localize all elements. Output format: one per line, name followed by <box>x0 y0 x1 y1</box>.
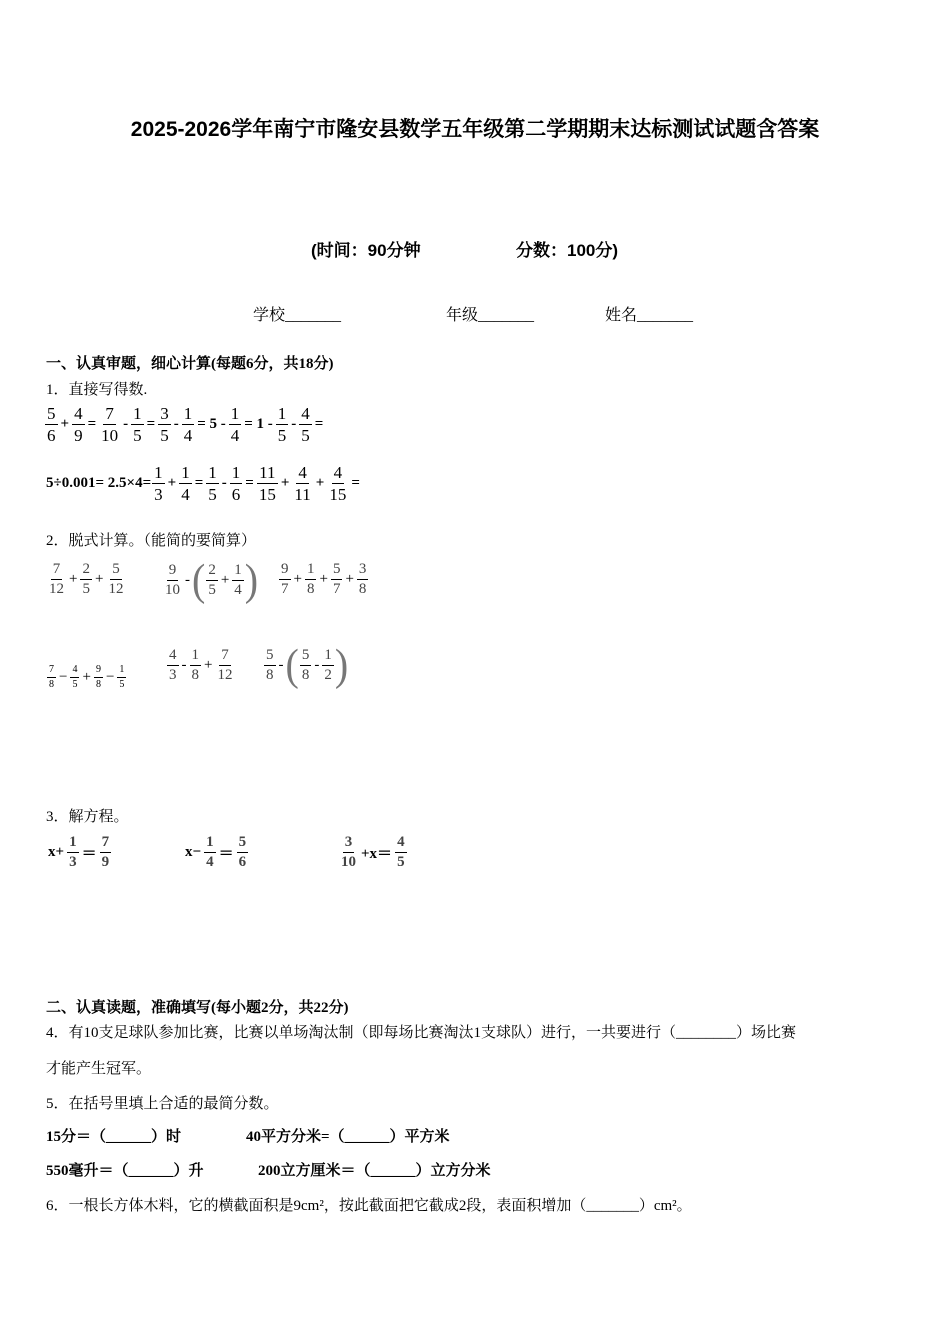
fraction <box>190 648 202 683</box>
math-operator: + <box>319 571 328 587</box>
fraction-denominator: 5 <box>208 485 217 504</box>
fraction <box>131 405 144 444</box>
fraction-denominator: 5 <box>72 679 78 690</box>
page-title: 2025-2026学年南宁市隆安县数学五年级第二学期期末达标测试试题含答案 <box>130 118 820 141</box>
fraction <box>80 562 92 597</box>
fraction-numerator: 5 <box>331 562 343 580</box>
math-operator: = <box>87 416 97 432</box>
fraction <box>167 648 179 683</box>
fraction-numerator: 1 <box>322 648 334 666</box>
fraction <box>152 464 165 503</box>
math-operator: + <box>280 475 290 491</box>
fraction-denominator: 5 <box>277 426 287 445</box>
fraction-numerator: 1 <box>208 463 217 482</box>
question-3-label: 3．解方程。 <box>46 809 129 825</box>
fraction-denominator: 3 <box>69 854 77 870</box>
fraction <box>158 405 171 444</box>
math-operator: - <box>185 571 190 588</box>
fraction <box>206 563 218 598</box>
fraction-numerator: 1 <box>117 665 126 678</box>
fraction-denominator: 5 <box>133 426 142 445</box>
fraction-numerator: 7 <box>47 665 56 678</box>
math-operator: ＝ <box>218 846 234 862</box>
fraction-numerator: 1 <box>232 563 244 581</box>
fraction <box>100 835 112 870</box>
parenthesis: ) <box>334 639 349 690</box>
fraction-numerator: 9 <box>94 665 103 678</box>
fraction-denominator: 12 <box>108 581 124 597</box>
math-operator: − <box>105 669 115 685</box>
fraction-denominator: 15 <box>258 485 276 504</box>
math-operator: + <box>345 571 354 587</box>
fraction-numerator: 1 <box>183 404 193 423</box>
fraction-denominator: 10 <box>101 426 119 445</box>
math-operator: − <box>59 669 68 685</box>
fraction <box>204 835 216 870</box>
fraction-denominator: 5 <box>208 581 216 598</box>
fraction-numerator: 3 <box>343 835 355 853</box>
fraction-numerator: 1 <box>204 835 216 853</box>
fraction <box>339 835 358 870</box>
fraction-numerator: 5 <box>110 562 122 580</box>
fraction <box>395 835 407 870</box>
fraction-denominator: 8 <box>49 679 54 690</box>
fraction-numerator: 1 <box>230 404 240 423</box>
fraction <box>237 835 249 870</box>
fraction-numerator: 1 <box>181 463 190 482</box>
fraction-denominator: 6 <box>47 426 56 445</box>
math-operator: + <box>69 571 78 587</box>
fraction-denominator: 10 <box>341 854 356 870</box>
fraction-denominator: 4 <box>234 581 242 598</box>
fraction-denominator: 2 <box>324 666 332 683</box>
fraction <box>117 665 126 690</box>
fraction-denominator: 5 <box>82 581 90 597</box>
q2-expr-6 <box>263 639 349 690</box>
fraction-numerator: 7 <box>100 835 112 853</box>
exam-time: (时间：90分钟 <box>311 241 421 260</box>
question-2-label: 2．脱式计算。（能简的要简算） <box>46 533 257 549</box>
q3-equation-3 <box>338 835 408 870</box>
fraction-numerator: 7 <box>105 404 114 423</box>
fraction-numerator: 4 <box>298 463 307 482</box>
q1-row1 <box>44 405 325 444</box>
q3-equation-2 <box>183 835 249 870</box>
fraction-numerator: 4 <box>167 648 179 666</box>
fraction-numerator: 3 <box>357 562 369 580</box>
fraction-denominator: 4 <box>183 426 193 445</box>
fraction <box>300 648 312 683</box>
math-operator: +x＝ <box>361 846 393 862</box>
fraction-denominator: 6 <box>238 854 247 870</box>
fraction-numerator: 5 <box>47 404 56 423</box>
fraction-denominator: 3 <box>169 667 177 683</box>
fraction-numerator: 7 <box>51 562 63 580</box>
fraction <box>299 405 312 444</box>
fraction-denominator: 8 <box>191 667 199 683</box>
math-operator: = <box>351 475 360 491</box>
fraction-denominator: 6 <box>231 485 241 504</box>
fraction <box>99 405 120 444</box>
math-operator: + <box>167 475 177 491</box>
fraction <box>279 562 291 597</box>
fraction-denominator: 9 <box>74 426 83 445</box>
fraction-denominator: 8 <box>301 666 310 683</box>
section-2-heading: 二、认真读题，准确填写(每小题2分，共22分) <box>46 1000 349 1016</box>
fraction-denominator: 4 <box>230 426 240 445</box>
fraction <box>215 648 234 683</box>
q2-expr-3 <box>278 562 369 597</box>
fraction-denominator: 12 <box>217 667 233 683</box>
fraction <box>264 648 276 683</box>
parenthesis: ) <box>244 554 259 605</box>
question-4-line-2: 才能产生冠军。 <box>46 1061 152 1077</box>
math-operator: = <box>314 416 324 432</box>
fraction-denominator: 5 <box>301 426 310 445</box>
q2-expr-2 <box>162 554 259 605</box>
fraction <box>163 563 182 598</box>
fraction <box>182 405 195 444</box>
math-operator: - <box>278 656 284 673</box>
fraction <box>229 405 242 444</box>
fraction-denominator: 8 <box>95 679 101 690</box>
fraction <box>45 405 58 444</box>
fraction-numerator: 3 <box>160 404 169 423</box>
math-operator: = 1 - <box>244 416 273 432</box>
math-operator: x+ <box>48 844 65 860</box>
fraction-numerator: 9 <box>279 562 291 580</box>
fraction <box>327 464 348 503</box>
math-operator: = <box>194 475 204 491</box>
fraction-denominator: 11 <box>294 485 311 504</box>
fraction <box>94 665 103 690</box>
q2-expr-1 <box>46 562 126 597</box>
fraction-denominator: 9 <box>101 854 110 870</box>
fraction-denominator: 3 <box>154 485 163 504</box>
school-field: 学校_______ <box>253 307 342 324</box>
fraction <box>292 464 312 503</box>
fraction-numerator: 5 <box>300 648 312 666</box>
math-operator: - <box>314 656 320 673</box>
math-operator: = <box>245 475 254 491</box>
fraction-numerator: 5 <box>237 835 249 853</box>
fraction-denominator: 8 <box>358 581 367 597</box>
math-operator: + <box>293 571 302 587</box>
fraction-numerator: 1 <box>277 404 287 423</box>
q5-item-b: 40平方分米=（______）平方米 <box>246 1129 450 1145</box>
fraction-denominator: 15 <box>329 485 347 504</box>
q1-row2-prefix: 5÷0.001= 2.5×4= <box>46 475 152 491</box>
fraction-numerator: 2 <box>206 563 218 581</box>
math-operator: + <box>94 571 104 587</box>
fraction-denominator: 10 <box>165 581 180 598</box>
math-operator: - <box>221 475 227 491</box>
fraction-numerator: 4 <box>301 404 310 423</box>
fraction-denominator: 5 <box>160 426 169 445</box>
math-operator: + <box>204 657 213 673</box>
fraction <box>67 835 79 870</box>
fraction <box>322 648 334 683</box>
math-operator: + <box>82 669 91 685</box>
fraction-numerator: 1 <box>231 463 241 482</box>
fraction <box>47 665 56 690</box>
fraction-denominator: 5 <box>397 854 405 870</box>
math-operator: - <box>181 657 187 673</box>
fraction <box>230 464 243 503</box>
name-field: 姓名_______ <box>605 307 694 324</box>
q5-item-c: 550毫升＝（______）升 <box>46 1163 204 1179</box>
exam-score: 分数：100分) <box>516 241 619 260</box>
fraction-numerator: 4 <box>74 404 83 423</box>
fraction-numerator: 4 <box>395 835 407 853</box>
parenthesis: ( <box>285 639 299 690</box>
grade-field: 年级_______ <box>446 307 535 324</box>
fraction-numerator: 4 <box>70 665 79 678</box>
fraction-numerator: 7 <box>219 648 231 666</box>
fraction <box>206 464 219 503</box>
fraction-denominator: 7 <box>332 581 341 597</box>
math-operator: ＝ <box>81 846 97 862</box>
q3-equation-1 <box>46 835 112 870</box>
fraction-numerator: 2 <box>80 562 92 580</box>
fraction <box>72 405 85 444</box>
fraction-denominator: 8 <box>266 666 274 683</box>
fraction-denominator: 7 <box>281 581 289 597</box>
question-4-line-1: 4．有10支足球队参加比赛，比赛以单场淘汰制（即每场比赛淘汰1支球队）进行，一共要进行（________）场比赛 <box>46 1025 797 1041</box>
q1-row2 <box>46 464 362 503</box>
math-operator: - <box>291 416 297 432</box>
math-operator: x− <box>185 844 202 860</box>
question-1-label: 1．直接写得数. <box>46 382 148 398</box>
q2-expr-5 <box>166 648 235 683</box>
fraction-numerator: 1 <box>133 404 142 423</box>
fraction <box>106 562 125 597</box>
fraction-numerator: 1 <box>190 648 202 666</box>
fraction <box>179 464 192 503</box>
fraction-denominator: 4 <box>206 854 214 870</box>
fraction <box>276 405 289 444</box>
math-operator: + <box>60 416 70 432</box>
fraction-numerator: 4 <box>333 463 343 482</box>
fraction-denominator: 5 <box>119 679 125 690</box>
fraction-numerator: 9 <box>167 563 179 581</box>
fraction-numerator: 5 <box>264 648 276 666</box>
math-operator: = <box>146 416 156 432</box>
fraction <box>47 562 66 597</box>
fraction <box>331 562 343 597</box>
fraction-numerator: 1 <box>154 463 163 482</box>
math-operator: + <box>220 571 230 588</box>
q5-item-a: 15分＝（______）时 <box>46 1129 182 1145</box>
fraction-denominator: 8 <box>306 581 315 597</box>
parenthesis: ( <box>192 554 206 605</box>
question-5-label: 5．在括号里填上合适的最简分数。 <box>46 1096 279 1112</box>
section-1-heading: 一、认真审题，细心计算(每题6分，共18分) <box>46 356 334 372</box>
math-operator: = 5 - <box>197 416 226 432</box>
fraction-numerator: 1 <box>67 835 79 853</box>
fraction-denominator: 4 <box>181 485 190 504</box>
q5-item-d: 200立方厘米＝（______）立方分米 <box>258 1163 491 1179</box>
fraction <box>257 464 278 503</box>
fraction <box>232 563 244 598</box>
q1-row2-fractions <box>151 464 362 503</box>
fraction <box>305 562 317 597</box>
fraction <box>357 562 369 597</box>
fraction-numerator: 1 <box>305 562 317 580</box>
q2-expr-4 <box>46 665 127 690</box>
question-6: 6．一根长方体木料，它的横截面积是9cm²，按此截面把它截成2段，表面积增加（_______）cm²。 <box>46 1198 692 1214</box>
fraction-denominator: 12 <box>49 581 64 597</box>
math-operator: - <box>173 416 179 432</box>
math-operator: + <box>315 475 325 491</box>
fraction-numerator: 11 <box>259 463 276 482</box>
math-operator: - <box>123 416 129 432</box>
fraction <box>70 665 79 690</box>
